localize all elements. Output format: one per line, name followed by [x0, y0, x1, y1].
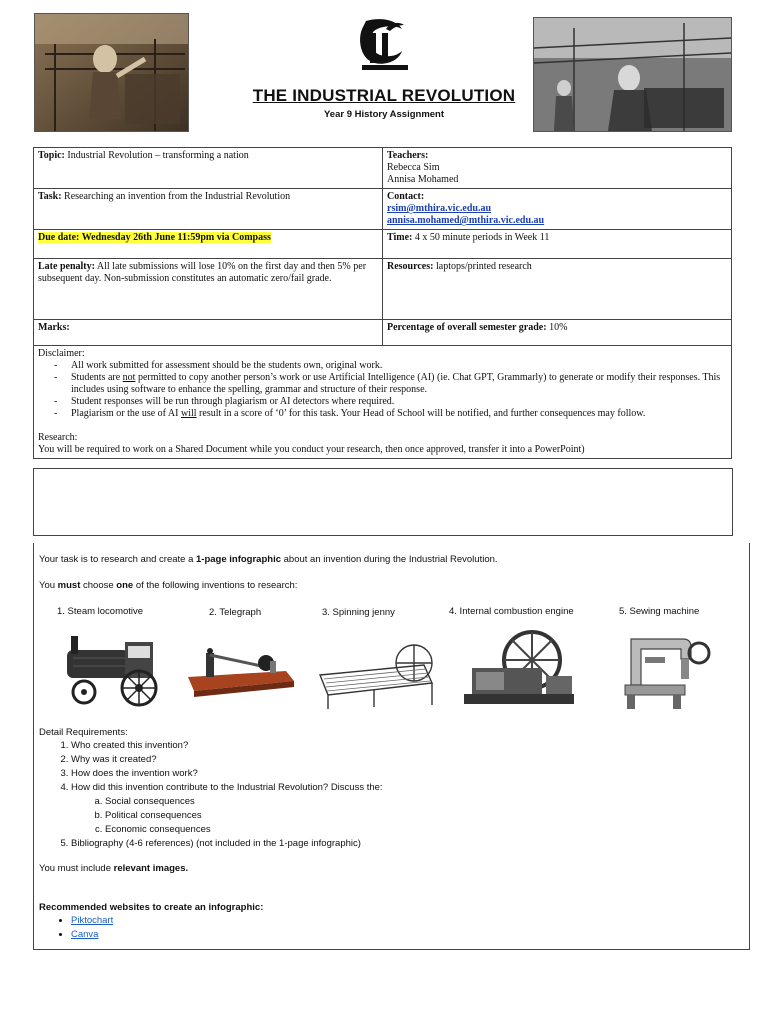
resources-cell: Resources: laptops/printed research	[383, 259, 732, 320]
requirement-item: 3. How does the invention work?	[71, 767, 739, 781]
detail-requirements	[39, 727, 739, 851]
website-item	[71, 914, 263, 928]
detail-heading: Detail Requirements:	[39, 727, 128, 738]
requirement-item: 1. Who created this invention?	[71, 739, 739, 753]
invention-label-3: 3. Spinning jenny	[322, 607, 395, 618]
consequence-item: a. Social consequences	[105, 795, 739, 809]
consequences-list	[71, 795, 739, 837]
task-section	[33, 543, 750, 950]
images-note: You must include relevant images.	[39, 863, 189, 874]
requirement-item: 4. How did this invention contribute to the Industrial Revolution? Discuss the: a. Social consequences b. Political consequences c. Economic consequences	[71, 781, 739, 837]
page-title: THE INDUSTRIAL REVOLUTION	[252, 86, 516, 105]
due-date: Due date: Wednesday 26th June 11:59pm via Compass	[38, 232, 271, 243]
blank-box	[33, 468, 733, 536]
websites-heading: Recommended websites to create an infographic:	[39, 902, 264, 913]
disclaimer-list	[38, 360, 727, 420]
recommended-websites	[39, 902, 263, 942]
website-item	[71, 928, 263, 942]
task-intro: Your task is to research and create a 1-page infographic about an invention during the Industrial Revolution.	[39, 554, 498, 565]
sewing-machine-image	[623, 629, 718, 715]
disclaimer-item: - Student responses will be run through plagiarism or AI detectors where required.	[68, 396, 727, 408]
telegraph-image	[186, 641, 296, 703]
invention-label-4: 4. Internal combustion engine	[449, 606, 574, 617]
invention-label-2: 2. Telegraph	[209, 607, 262, 618]
consequence-item: c. Economic consequences	[105, 823, 739, 837]
teachers-cell: Teachers: Rebecca Sim Annisa Mohamed	[383, 148, 732, 189]
spinning-jenny-image	[314, 635, 436, 714]
due-date-cell	[34, 230, 383, 259]
disclaimer-item: - Plagiarism or the use of AI will result in a score of ‘0’ for this task. Your Head of School will be notified, and further consequences may follow.	[68, 408, 727, 420]
percentage-cell: Percentage of overall semester grade: 10%	[383, 320, 732, 346]
choose-instruction: You must choose one of the following inventions to research:	[39, 580, 298, 591]
email-link-amohamed[interactable]: annisa.mohamed@mthira.vic.edu.au	[387, 215, 545, 226]
assignment-info-table	[33, 147, 732, 459]
contact-cell: Contact: rsim@mthira.vic.edu.au annisa.mohamed@mthira.vic.edu.au	[383, 189, 732, 230]
school-logo	[352, 17, 416, 77]
email-link-rsim[interactable]: rsim@mthira.vic.edu.au	[387, 203, 492, 214]
piktochart-link[interactable]: Piktochart	[71, 915, 114, 926]
time-cell: Time: 4 x 50 minute periods in Week 11	[383, 230, 732, 259]
disclaimer-item: - Students are not permitted to copy another person’s work or use Artificial Intelligence (AI) (ie. Chat GPT, Grammarly) to generate or modify their responses. This includes using software to enhance the spelling, grammar and structure of their response.	[68, 372, 727, 396]
disclaimer-item: - All work submitted for assessment should be the students own, original work.	[68, 360, 727, 372]
research-text: You will be required to work on a Shared Document while you conduct your research, then once approved, transfer it into a PowerPoint)	[38, 444, 585, 455]
combustion-engine-image	[462, 628, 582, 712]
canva-link[interactable]: Canva	[71, 929, 99, 940]
disclaimer-cell	[34, 346, 732, 459]
invention-label-5: 5. Sewing machine	[619, 606, 700, 617]
requirements-list	[39, 739, 739, 851]
research-heading: Research:	[38, 432, 78, 443]
task-cell: Task: Researching an invention from the Industrial Revolution	[34, 189, 383, 230]
steam-locomotive-image	[59, 628, 169, 712]
marks-cell: Marks:	[34, 320, 383, 346]
consequence-item: b. Political consequences	[105, 809, 739, 823]
late-penalty-cell: Late penalty: All late submissions will lose 10% on the first day and then 5% per subsequent day. Non-submission constitutes an automatic zero/fail grade.	[34, 259, 383, 320]
requirement-item: 2. Why was it created?	[71, 753, 739, 767]
topic-cell: Topic: Industrial Revolution – transforming a nation	[34, 148, 383, 189]
websites-list	[39, 914, 263, 942]
invention-label-1: 1. Steam locomotive	[57, 606, 144, 617]
requirement-item: 5. Bibliography (4-6 references) (not included in the 1-page infographic)	[71, 837, 739, 851]
disclaimer-heading: Disclaimer:	[38, 348, 85, 359]
page-subtitle: Year 9 History Assignment	[323, 109, 445, 120]
